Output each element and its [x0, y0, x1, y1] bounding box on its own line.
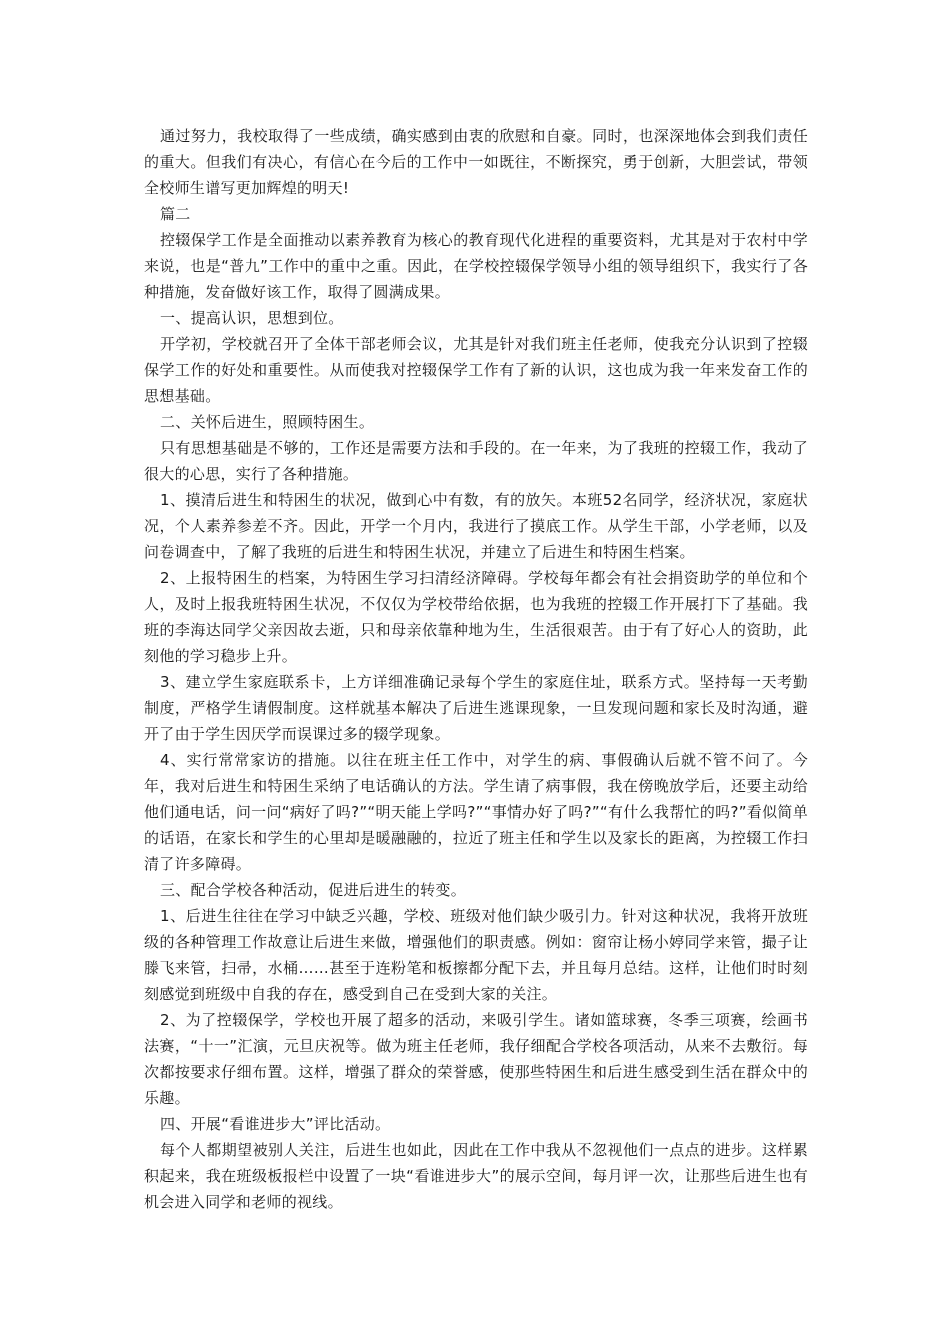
- paragraph: 3、建立学生家庭联系卡，上方详细准确记录每个学生的家庭住址，联系方式。坚持每一天考勤制度，严格学生请假制度。这样就基本解决了后进生逃课现象，一旦发现问题和家长及时沟通，避开了由于学生因厌学而误课过多的辍学现象。: [144, 673, 808, 743]
- section-heading: 篇二: [160, 205, 191, 223]
- section-heading: 三、配合学校各种活动，促进后进生的转变。: [160, 881, 467, 899]
- section-heading: 二、关怀后进生，照顾特困生。: [160, 413, 375, 431]
- section-heading: 一、提高认识，思想到位。: [160, 309, 344, 327]
- document-body: [144, 123, 808, 1215]
- paragraph: 开学初，学校就召开了全体干部老师会议，尤其是针对我们班主任老师，使我充分认识到了控辍保学工作的好处和重要性。从而使我对控辍保学工作有了新的认识，这也成为我一年来发奋工作的思想基础。: [144, 335, 808, 405]
- paragraph: 2、为了控辍保学，学校也开展了超多的活动，来吸引学生。诸如篮球赛，冬季三项赛，绘画书法赛，“十一”汇演，元旦庆祝等。做为班主任老师，我仔细配合学校各项活动，从来不去敷衍。每次都按要求仔细布置。这样，增强了群众的荣誉感，使那些特困生和后进生感受到生活在群众中的乐趣。: [144, 1011, 808, 1107]
- paragraph: 只有思想基础是不够的，工作还是需要方法和手段的。在一年来，为了我班的控辍工作，我动了很大的心思，实行了各种措施。: [144, 439, 808, 483]
- paragraph: 控辍保学工作是全面推动以素养教育为核心的教育现代化进程的重要资料，尤其是对于农村中学来说，也是“普九”工作中的重中之重。因此，在学校控辍保学领导小组的领导组织下，我实行了各种措施，发奋做好该工作，取得了圆满成果。: [144, 231, 808, 301]
- paragraph: 2、上报特困生的档案，为特困生学习扫清经济障碍。学校每年都会有社会捐资助学的单位和个人，及时上报我班特困生状况，不仅仅为学校带给依据，也为我班的控辍工作开展打下了基础。我班的李海达同学父亲因故去逝，只和母亲依靠种地为生，生活很艰苦。由于有了好心人的资助，此刻他的学习稳步上升。: [144, 569, 808, 665]
- paragraph: 通过努力，我校取得了一些成绩，确实感到由衷的欣慰和自豪。同时，也深深地体会到我们责任的重大。但我们有决心，有信心在今后的工作中一如既往，不断探究，勇于创新，大胆尝试，带领全校师生谱写更加辉煌的明天!: [144, 127, 808, 197]
- section-heading: 四、开展“看谁进步大”评比活动。: [160, 1115, 391, 1133]
- paragraph: 每个人都期望被别人关注，后进生也如此，因此在工作中我从不忽视他们一点点的进步。这样累积起来，我在班级板报栏中设置了一块“看谁进步大”的展示空间，每月评一次，让那些后进生也有机会进入同学和老师的视线。: [144, 1141, 808, 1211]
- paragraph: 1、后进生往往在学习中缺乏兴趣，学校、班级对他们缺少吸引力。针对这种状况，我将开放班级的各种管理工作故意让后进生来做，增强他们的职责感。例如：窗帘让杨小婷同学来管，撮子让滕飞来管，扫帚，水桶……甚至于连粉笔和板擦都分配下去，并且每月总结。这样，让他们时时刻刻感觉到班级中自我的存在，感受到自己在受到大家的关注。: [144, 907, 808, 1003]
- paragraph: 4、实行常常家访的措施。以往在班主任工作中，对学生的病、事假确认后就不管不问了。今年，我对后进生和特困生采纳了电话确认的方法。学生请了病事假，我在傍晚放学后，还要主动给他们通电话，问一问“病好了吗?”“明天能上学吗?”“事情办好了吗?”“有什么我帮忙的吗?”看似简单的话语，在家长和学生的心里却是暖融融的，拉近了班主任和学生以及家长的距离，为控辍工作扫清了许多障碍。: [144, 751, 808, 873]
- paragraph: 1、摸清后进生和特困生的状况，做到心中有数，有的放矢。本班52名同学，经济状况，家庭状况，个人素养参差不齐。因此，开学一个月内，我进行了摸底工作。从学生干部，小学老师，以及问卷调查中，了解了我班的后进生和特困生状况，并建立了后进生和特困生档案。: [144, 491, 808, 561]
